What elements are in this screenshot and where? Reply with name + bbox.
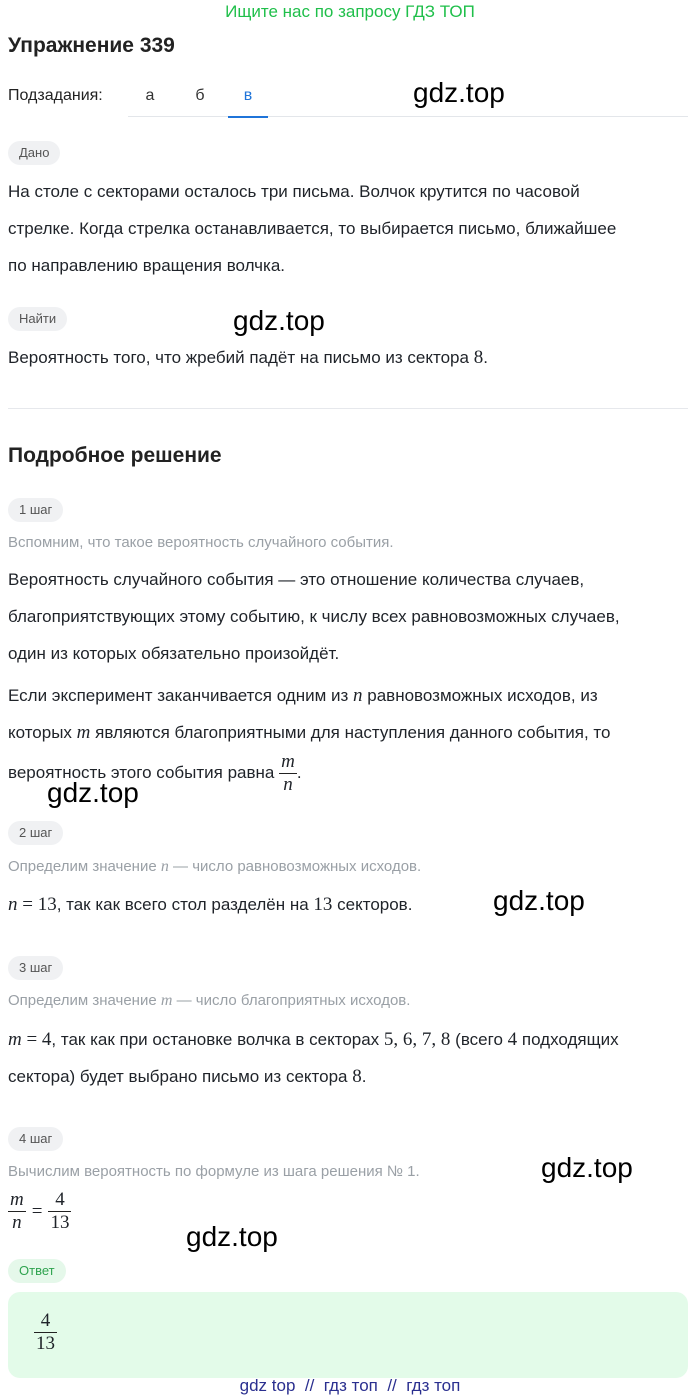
given-text (8, 173, 692, 284)
step3-text (8, 1021, 692, 1095)
fraction-denominator: 13 (50, 1212, 70, 1233)
watermark: gdz.top (541, 1152, 633, 1183)
text-line: благоприятствующих этому событию, к числу всех равновозможных случаев, (8, 607, 620, 626)
step1-paragraph1 (8, 561, 692, 672)
value: 13 (313, 894, 333, 915)
text-line (8, 677, 692, 714)
fraction-answer (34, 1310, 57, 1355)
top-banner[interactable]: Ищите нас по запросу ГДЗ ТОП (225, 2, 475, 21)
fraction-m-over-n (279, 751, 297, 796)
step2-text (8, 886, 692, 923)
step-hint (8, 858, 692, 876)
text-fragment: , так как всего стол разделён на (56, 895, 309, 914)
var-m: m (76, 722, 91, 743)
var-m: m (160, 992, 173, 1009)
answer-fraction (34, 1310, 57, 1355)
given-line: по направлению вращения волчка. (8, 256, 286, 275)
text-fragment: равновозможных исходов, из (367, 686, 598, 705)
watermark: gdz.top (413, 77, 505, 108)
find-badge: Найти (8, 307, 67, 331)
value: 13 (37, 894, 57, 915)
var-n: n (8, 894, 18, 915)
page-title: Упражнение 339 (8, 34, 175, 57)
text-fragment: секторов. (337, 895, 413, 914)
text-fragment: . (361, 1067, 367, 1086)
given-badge: Дано (8, 141, 60, 165)
hint-fragment: Определим значение (8, 992, 157, 1009)
text-line (8, 1058, 692, 1095)
watermark: gdz.top (493, 885, 585, 916)
hint-fragment: Определим значение (8, 858, 157, 875)
solution-title: Подробное решение (8, 444, 222, 467)
step-badge: 2 шаг (8, 821, 63, 845)
answer-badge: Ответ (8, 1259, 66, 1283)
fraction-numerator: m (10, 1189, 24, 1210)
fraction-numerator: 4 (55, 1189, 65, 1210)
step-hint: Вычислим вероятность по формуле из шага решения № 1. (8, 1163, 420, 1180)
step-hint: Вспомним, что такое вероятность случайного события. (8, 534, 394, 551)
var-n: n (353, 685, 363, 706)
watermark: gdz.top (186, 1221, 278, 1252)
equals-sign: = (22, 894, 33, 915)
text-fragment: вероятность этого события равна (8, 762, 275, 782)
text-fragment: . (296, 762, 302, 782)
fraction-denominator: n (283, 774, 293, 795)
text-line (8, 1021, 692, 1058)
text-fragment: (всего (455, 1030, 503, 1049)
divider (8, 408, 688, 409)
equals-sign: = (26, 1029, 38, 1050)
tab-v[interactable]: в (228, 78, 268, 118)
text-fragment: подходящих (521, 1030, 619, 1049)
sector-list: 5, 6, 7, 8 (383, 1029, 451, 1050)
text-fragment: Если эксперимент заканчивается одним из (8, 686, 349, 705)
text-fragment: сектора) будет выбрано письмо из сектора (8, 1067, 348, 1086)
find-sector: 8 (473, 347, 484, 368)
text-line: один из которых обязательно произойдёт. (8, 644, 340, 663)
given-line: На столе с секторами осталось три письма. Волчок крутится по часовой (8, 182, 580, 201)
value: 8 (352, 1066, 362, 1087)
given-line: стрелке. Когда стрелка останавливается, то выбирается письмо, ближайшее (8, 219, 617, 238)
step-badge: 4 шаг (8, 1127, 63, 1151)
step-badge: 1 шаг (8, 498, 63, 522)
fraction-numerator: m (281, 751, 295, 772)
subtasks-label: Подзадания: (8, 87, 103, 104)
step-hint (8, 992, 692, 1010)
find-text (8, 339, 692, 376)
fraction-denominator: n (12, 1212, 22, 1233)
fraction-numerator: 4 (40, 1310, 51, 1331)
var-n: n (160, 858, 169, 875)
fraction-result (48, 1189, 71, 1234)
text-line (8, 714, 692, 751)
tab-b[interactable]: б (195, 87, 205, 104)
value: 4 (41, 1029, 52, 1050)
watermark: gdz.top (47, 777, 139, 808)
text-fragment: являются благоприятными для наступления данного события, то (95, 723, 611, 742)
tab-a[interactable]: а (145, 87, 155, 104)
subtask-tabs (128, 78, 688, 117)
hint-fragment: — число благоприятных исходов. (176, 992, 411, 1009)
step-badge: 3 шаг (8, 956, 63, 980)
fraction-denominator: 13 (36, 1333, 55, 1354)
footer-links[interactable]: gdz top // гдз топ // гдз топ (239, 1376, 461, 1395)
answer-box (8, 1292, 688, 1378)
equals-sign: = (31, 1200, 43, 1222)
text-fragment: , так как при остановке волчка в секторах (51, 1030, 380, 1049)
hint-fragment: — число равновозможных исходов. (173, 858, 422, 875)
text-line: Вероятность случайного события — это отношение количества случаев, (8, 570, 585, 589)
step4-formula (8, 1189, 71, 1234)
find-end: . (483, 348, 488, 367)
value: 4 (507, 1029, 518, 1050)
text-fragment: которых (8, 723, 72, 742)
find-sentence: Вероятность того, что жребий падёт на письмо из сектора (8, 348, 469, 367)
watermark: gdz.top (233, 305, 325, 336)
fraction-m-over-n (8, 1189, 26, 1234)
var-m: m (8, 1029, 22, 1050)
